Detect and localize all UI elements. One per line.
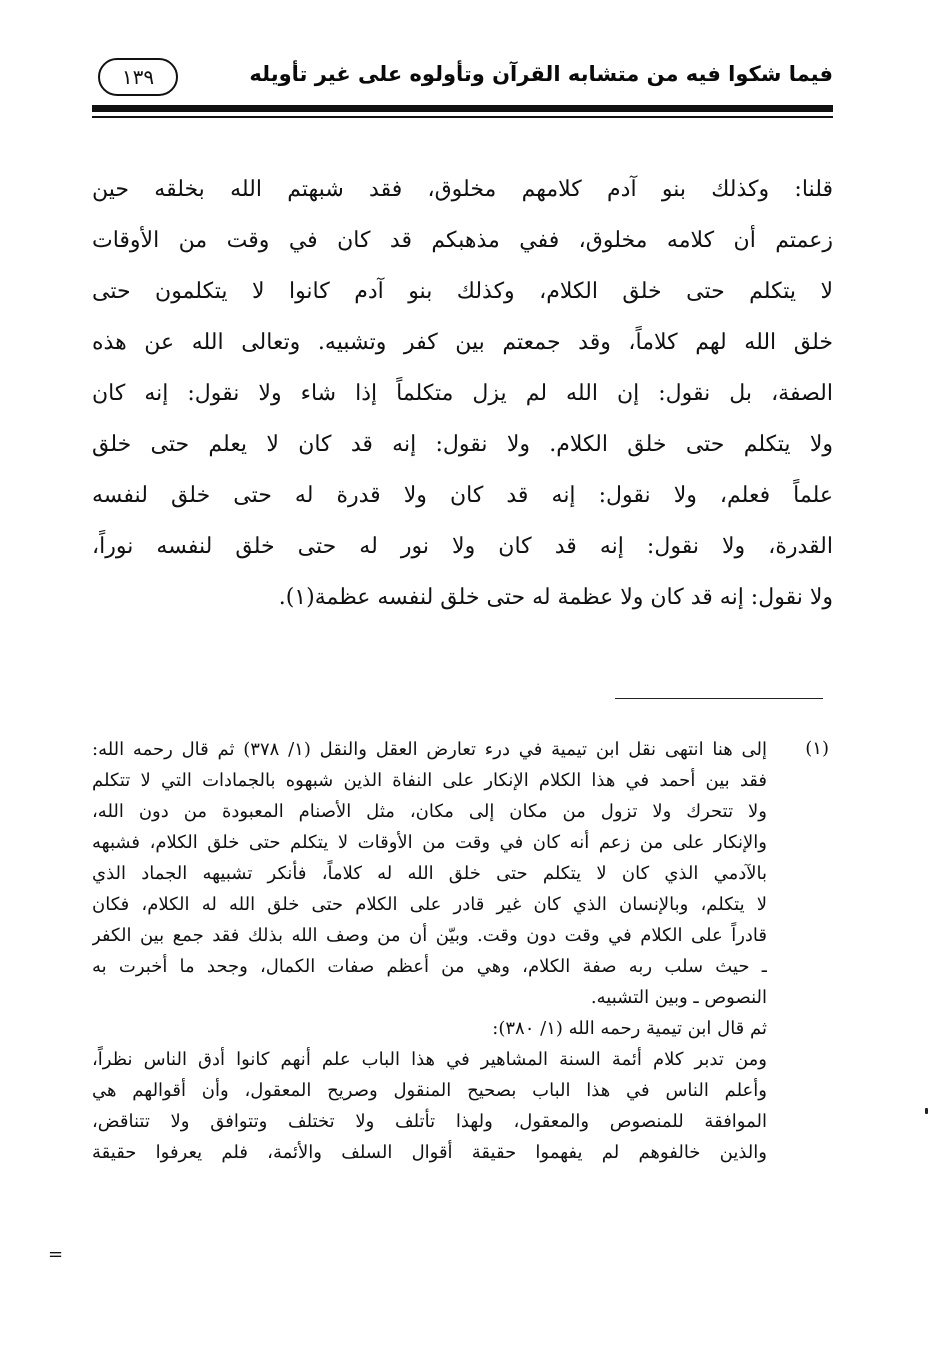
footnote-line: بالآدمي الذي كان لا يتكلم حتى خلق الله له كلاماً، فأنكر تشبيهه الجماد الذي <box>92 863 767 884</box>
main-text-line: علماً فعلم، ولا نقول: إنه قد كان ولا قدرة له حتى خلق لنفسه <box>92 483 833 508</box>
footnote-line: ثم قال ابن تيمية رحمه الله (١/ ٣٨٠): <box>492 1018 767 1039</box>
continuation-mark: = <box>48 1244 64 1265</box>
footnote-line: قادراً على الكلام في وقت دون وقت. وبيّن أن من وصف الله بذلك فقد جمع بين الكفر <box>92 925 767 946</box>
page-edge-mark <box>925 1108 928 1114</box>
footnote-line: إلى هنا انتهى نقل ابن تيمية في درء تعارض العقل والنقل (١/ ٣٧٨) ثم قال رحمه الله: <box>92 739 767 760</box>
footnote <box>92 734 833 1168</box>
main-text-line: لا يتكلم حتى خلق الكلام، وكذلك بنو آدم كانوا لا يتكلمون حتى <box>92 279 833 304</box>
page-number: ١٣٩ <box>98 58 178 96</box>
footnote-line: ومن تدبر كلام أئمة السنة المشاهير في هذا الباب علم أنهم كانوا أدق الناس نظراً، <box>92 1049 767 1070</box>
main-text-line: الصفة، بل نقول: إن الله لم يزل متكلماً إذا شاء ولا نقول: إنه كان <box>92 381 833 406</box>
page-header <box>92 58 833 98</box>
footnote-line: ـ حيث سلب ربه صفة الكلام، وهي من أعظم صفات الكمال، وجحد ما أخبرت به <box>92 956 767 977</box>
footnote-line: فقد بين أحمد في هذا الكلام الإنكار على النفاة الذين شبهوه بالجمادات التي لا تتكلم <box>92 770 767 791</box>
footnote-line: الموافقة للمنصوص والمعقول، ولهذا تأتلف ولا تختلف وتتوافق ولا تتناقض، <box>92 1111 767 1132</box>
footnote-line: والإنكار على من زعم أنه كان في وقت من الأوقات لا يتكلم حتى خلق الكلام، فشبهه <box>92 832 767 853</box>
footnote-body <box>92 734 767 1168</box>
footnote-separator <box>615 698 823 699</box>
header-rule-thin <box>92 116 833 118</box>
main-text-line: ولا يتكلم حتى خلق الكلام. ولا نقول: إنه قد كان لا يعلم حتى خلق <box>92 432 833 457</box>
footnote-line: والذين خالفوهم لم يفهموا حقيقة أقوال السلف والأئمة، فلم يعرفوا حقيقة <box>92 1142 767 1163</box>
footnote-line: وأعلم الناس في هذا الباب بصحيح المنقول وصريح المعقول، وأن أقوالهم هي <box>92 1080 767 1101</box>
main-text-line: زعمتم أن كلامه مخلوق، ففي مذهبكم قد كان في وقت من الأوقات <box>92 228 833 253</box>
header-rule-thick <box>92 105 833 112</box>
main-text-line: ولا نقول: إنه قد كان ولا عظمة له حتى خلق لنفسه عظمة(١). <box>278 585 833 610</box>
main-text-line: قلنا: وكذلك بنو آدم كلامهم مخلوق، فقد شبهتم الله بخلقه حين <box>92 177 833 202</box>
footnote-line: لا يتكلم، وبالإنسان الذي كان غير قادر على الكلام حتى خلق الله له الكلام، فكان <box>92 894 767 915</box>
main-text <box>92 164 833 623</box>
running-title: فيما شكوا فيه من متشابه القرآن وتأولوه على غير تأويله <box>249 62 833 86</box>
footnote-line: ولا تتحرك ولا تزول من مكان إلى مكان، مثل الأصنام المعبودة من دون الله، <box>92 801 767 822</box>
footnote-marker: (١) <box>805 738 829 759</box>
footnote-line: النصوص ـ وبين التشبيه. <box>590 987 767 1008</box>
main-text-line: القدرة، ولا نقول: إنه قد كان ولا نور له حتى خلق لنفسه نوراً، <box>92 534 833 559</box>
main-text-line: خلق الله لهم كلاماً، وقد جمعتم بين كفر وتشبيه. وتعالى الله عن هذه <box>92 330 833 355</box>
